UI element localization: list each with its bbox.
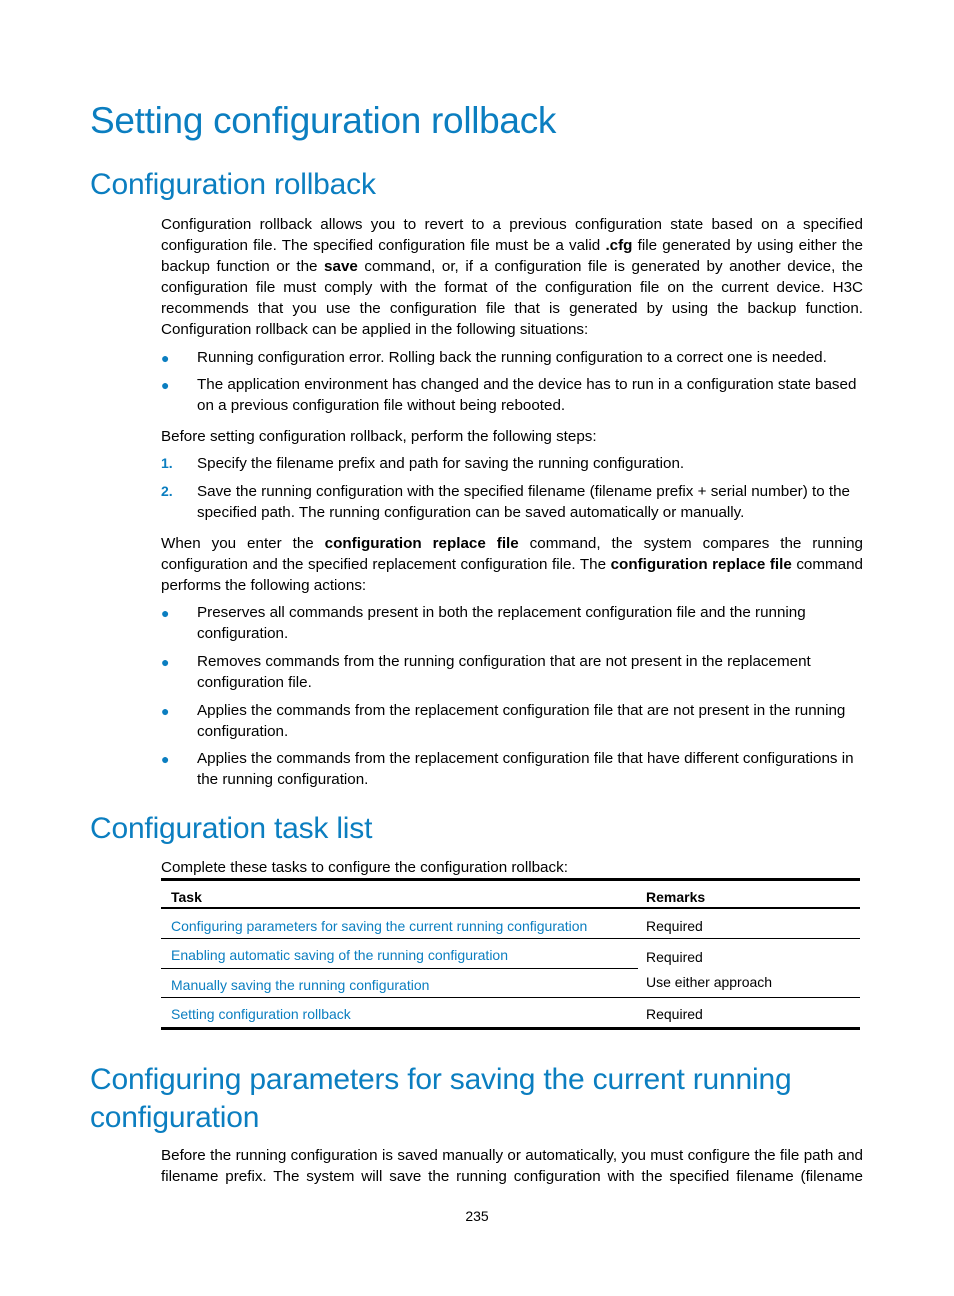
page-title: Setting configuration rollback [90,100,557,141]
replace-text: When you enter the [161,535,325,552]
intro-text: Configuration rollback allows you to revert to a previous configuration state based on a specified configuration file. The specified configuration file must be a valid [161,216,863,254]
action-item: Removes commands from the running configuration that are not present in the replacement configuration file. [197,653,811,691]
step-number: 1. [161,455,173,471]
table-remark: Use either approach [646,974,773,990]
table-row-divider [161,968,638,969]
intro-text: command, or, if a configuration file is generated by another device, the configuration file must comply with the format of the configuration file on the current device. H3C recommends that you use the configuration file that is generated by using the backup function. Configuration rollback can be applied in the following situations: [161,258,863,338]
heading-line: Configuring parameters for saving the current running [90,1063,792,1096]
task-link-automatic-saving[interactable]: Enabling automatic saving of the running configuration [171,947,508,963]
step-item: Save the running configuration with the specified filename (filename prefix + serial number) to the specified path. The running configuration can be saved automatically or manually. [197,483,850,521]
rollback-intro-paragraph [161,214,863,340]
section-heading-params [90,1061,791,1137]
bullet-icon: ● [161,605,170,621]
table-remark: Required [646,949,703,965]
task-list-intro: Complete these tasks to configure the configuration rollback: [161,859,568,876]
replace-text: command, the system compares the running configuration and the specified replacement configuration file. The [161,535,863,573]
table-header-remarks: Remarks [646,889,706,905]
table-row-divider [161,938,860,939]
bullet-icon: ● [161,751,170,767]
command-keyword: configuration replace file [324,535,519,552]
bullet-icon: ● [161,654,170,670]
section-heading-task-list: Configuration task list [90,812,373,845]
bullet-icon: ● [161,377,170,393]
table-row-divider [161,997,860,998]
situation-item: Running configuration error. Rolling back the running configuration to a correct one is needed. [197,349,827,366]
cfg-keyword: .cfg [605,237,633,254]
intro-text: file generated by using either the backup function or the [161,237,863,275]
situation-item: The application environment has changed and the device has to run in a configuration state based on a previous configuration file without being rebooted. [197,376,857,414]
step-item: Specify the filename prefix and path for saving the running configuration. [197,455,685,472]
table-top-rule [161,878,860,881]
steps-intro: Before setting configuration rollback, perform the following steps: [161,428,597,445]
task-link-configuring-parameters[interactable]: Configuring parameters for saving the current running configuration [171,918,588,934]
table-bottom-rule [161,1027,860,1030]
step-number: 2. [161,483,173,499]
replace-paragraph [161,533,863,596]
bullet-icon: ● [161,703,170,719]
task-link-setting-rollback[interactable]: Setting configuration rollback [171,1006,351,1022]
action-item: Preserves all commands present in both the replacement configuration file and the running configuration. [197,604,806,642]
page-number: 235 [465,1208,489,1224]
command-keyword: configuration replace file [610,556,792,573]
section-heading-rollback: Configuration rollback [90,168,376,201]
params-paragraph: Before the running configuration is saved manually or automatically, you must configure the file path and filename prefix. The system will save the running configuration with the specified filename (filename [161,1147,863,1185]
table-header-rule [161,907,860,909]
table-remark: Required [646,1006,703,1022]
save-keyword: save [324,258,358,275]
table-remark: Required [646,918,703,934]
table-header-task: Task [171,889,202,905]
replace-text: command performs the following actions: [161,556,863,594]
task-link-manual-saving[interactable]: Manually saving the running configuration [171,977,430,993]
heading-line: configuration [90,1101,260,1134]
action-item: Applies the commands from the replacement configuration file that are not present in the running configuration. [197,702,846,740]
bullet-icon: ● [161,350,170,366]
action-item: Applies the commands from the replacement configuration file that have different configurations in the running configuration. [197,750,854,788]
